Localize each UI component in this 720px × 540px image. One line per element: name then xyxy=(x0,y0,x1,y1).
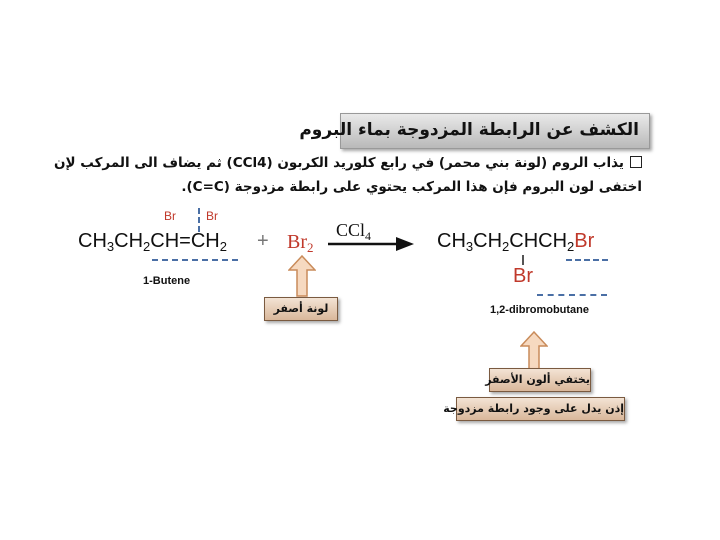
checkbox-bullet-icon xyxy=(630,156,642,168)
product-name: 1,2-dibromobutane xyxy=(490,304,590,316)
title-bar xyxy=(299,113,650,149)
callout-yellow-color: لونة أصفر xyxy=(264,297,338,321)
product-formula: $CH_3CH_2CHCH_2Br$ xyxy=(437,230,595,254)
page-title: الكشف عن الرابطة المزدوجة بماء البروم xyxy=(299,120,639,140)
bromine-right-label: Br xyxy=(206,209,218,223)
reactant-formula: $CH_3CH_2CH=CH_2$ xyxy=(78,230,227,254)
product-underline-bottom xyxy=(537,294,607,296)
up-arrow-icon xyxy=(288,255,316,297)
description-paragraph xyxy=(42,151,642,199)
paragraph-line-1: يذاب الروم (لونة بني محمر) في رابع كلوريد الكربون (CCl4) ثم يضاف الى المركب لإن xyxy=(42,151,642,175)
product-bond-line xyxy=(522,255,524,265)
callout-conclusion: إذن يدل على وجود رابطة مزدوجة xyxy=(456,397,625,421)
paragraph-line-2: اختفى لون البروم فإن هذا المركب يحتوي على رابطة مزدوجة (C=C). xyxy=(181,179,642,195)
reactant-name: 1-Butene xyxy=(143,275,191,287)
product-bromine: Br xyxy=(513,265,533,287)
plus-sign: + xyxy=(257,230,269,252)
reactant-underline xyxy=(152,259,238,261)
bond-break-marker xyxy=(198,208,200,232)
bromine-reagent: $Br_2$ xyxy=(287,231,314,255)
bromine-left-label: Br xyxy=(164,209,176,223)
product-underline-right xyxy=(566,259,608,261)
solvent-label: CCl$_4$ xyxy=(336,220,372,243)
reaction-arrow-icon xyxy=(326,236,416,252)
callout-yellow-disappears: يختفي ألون الأصفر xyxy=(489,368,591,392)
up-arrow-icon xyxy=(520,331,548,371)
